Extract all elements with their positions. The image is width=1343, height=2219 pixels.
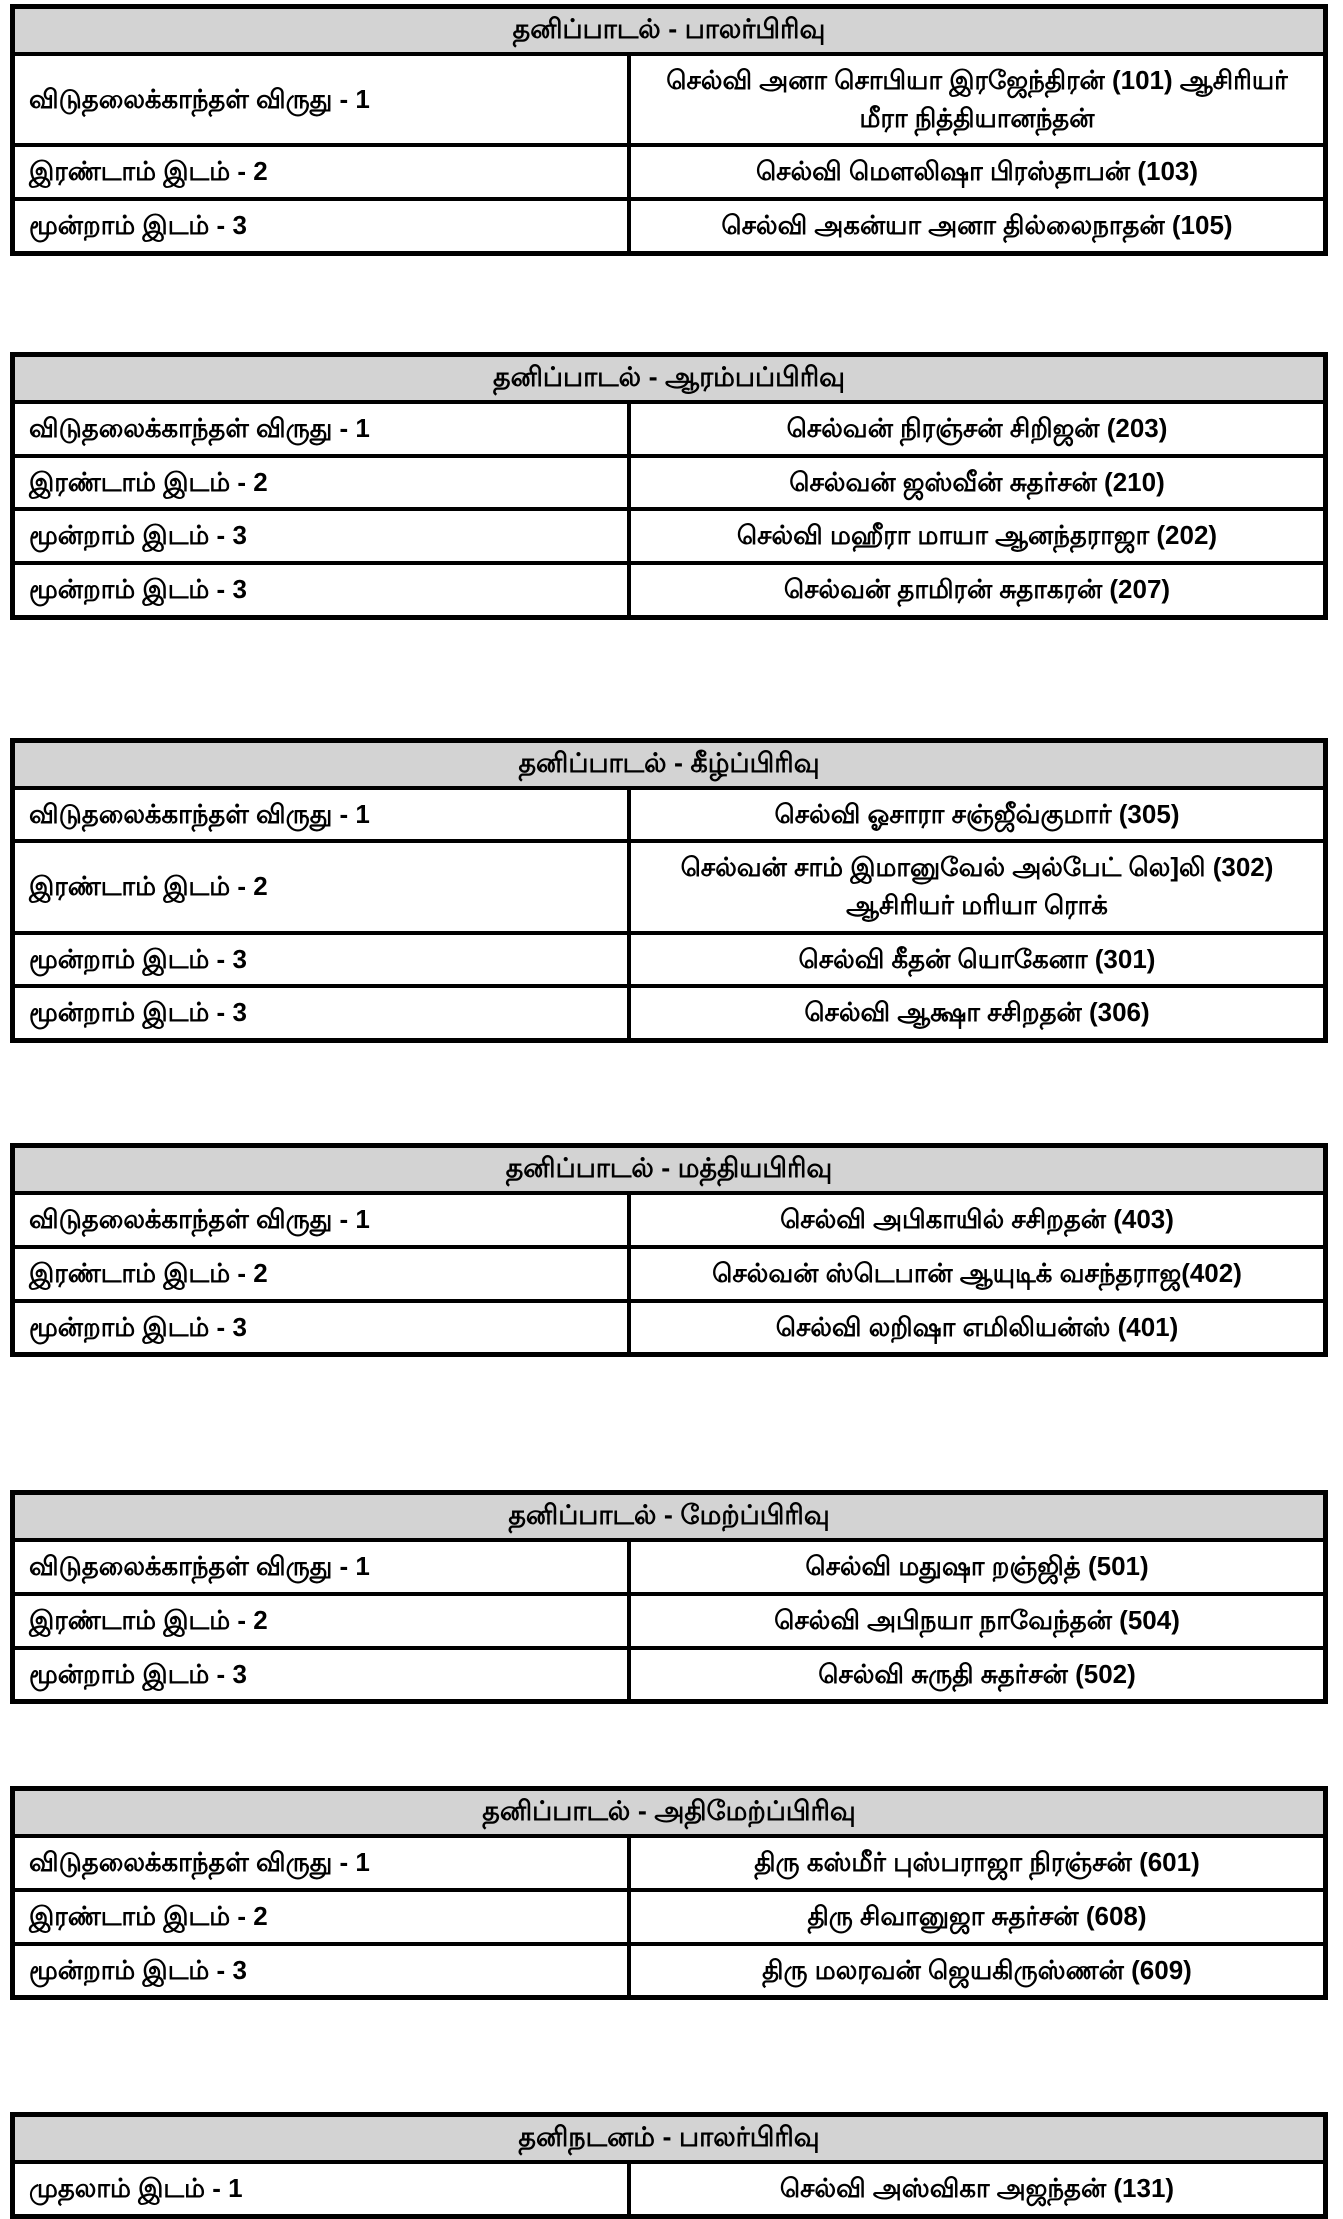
winner-cell: திரு சிவானுஜா சுதர்சன் (608) xyxy=(807,1901,1147,1932)
place-cell: இரண்டாம் இடம் - 2 xyxy=(15,458,631,508)
winner-cell: செல்வி லறிஷா எமிலியன்ஸ் (401) xyxy=(775,1311,1179,1342)
table-row xyxy=(15,507,1323,561)
table-row xyxy=(15,1542,1323,1592)
table-title: தனிப்பாடல் - மேற்ப்பிரிவு xyxy=(15,1495,1323,1542)
table-row xyxy=(15,931,1323,985)
table-row xyxy=(15,1838,1323,1888)
table-title: தனிப்பாடல் - கீழ்ப்பிரிவு xyxy=(15,743,1323,790)
winner-cell: செல்வி மெளலிஷா பிரஸ்தாபன் (103) xyxy=(755,156,1199,187)
winner-cell: செல்வி கீதன் யொகேனா (301) xyxy=(798,943,1156,974)
place-cell: மூன்றாம் இடம் - 3 xyxy=(15,511,631,561)
winner-cell: செல்வன் ஜஸ்வீன் சுதர்சன் (210) xyxy=(789,466,1165,497)
table-row xyxy=(15,1245,1323,1299)
place-cell: மூன்றாம் இடம் - 3 xyxy=(15,1650,631,1700)
winner-cell: திரு கஸ்மீர் புஸ்பராஜா நிரஞ்சன் (601) xyxy=(754,1847,1200,1878)
table-row xyxy=(15,561,1323,615)
place-cell: விடுதலைக்காந்தள் விருது - 1 xyxy=(15,56,631,143)
winner-cell: செல்வன் ஸ்டெபான் ஆயுடிக் வசந்தராஜ(402) xyxy=(712,1257,1242,1288)
results-table-solo-dance-kindergarten xyxy=(10,2112,1328,2219)
table-row xyxy=(15,1299,1323,1353)
table-title: தனிப்பாடல் - பாலர்பிரிவு xyxy=(15,9,1323,56)
place-cell: மூன்றாம் இடம் - 3 xyxy=(15,988,631,1038)
place-cell: மூன்றாம் இடம் - 3 xyxy=(15,1946,631,1996)
place-cell: இரண்டாம் இடம் - 2 xyxy=(15,1249,631,1299)
table-row xyxy=(15,1592,1323,1646)
place-cell: விடுதலைக்காந்தள் விருது - 1 xyxy=(15,404,631,454)
table-row xyxy=(15,404,1323,454)
table-row xyxy=(15,1195,1323,1245)
winner-cell: செல்வன் தாமிரன் சுதாகரன் (207) xyxy=(783,573,1171,604)
winner-cell: செல்வன் சாம் இமானுவேல் அல்பேட் லெ]லி (302) ஆசிரியர் மரியா ரொக் xyxy=(680,852,1274,921)
place-cell: விடுதலைக்காந்தள் விருது - 1 xyxy=(15,1838,631,1888)
place-cell: இரண்டாம் இடம் - 2 xyxy=(15,1596,631,1646)
winner-cell: செல்வி அகன்யா அனா தில்லைநாதன் (105) xyxy=(721,210,1233,241)
results-table-solo-song-upper xyxy=(10,1490,1328,1704)
place-cell: மூன்றாம் இடம் - 3 xyxy=(15,565,631,615)
winner-cell: செல்வி மதுஷா றஞ்ஜித் (501) xyxy=(805,1551,1149,1582)
table-title: தனிப்பாடல் - அதிமேற்ப்பிரிவு xyxy=(15,1791,1323,1838)
table-title: தனிநடனம் - பாலர்பிரிவு xyxy=(15,2117,1323,2164)
place-cell: விடுதலைக்காந்தள் விருது - 1 xyxy=(15,790,631,840)
table-row xyxy=(15,790,1323,840)
results-table-solo-song-primary xyxy=(10,352,1328,620)
winner-cell: செல்வி அபிநயா நாவேந்தன் (504) xyxy=(774,1604,1180,1635)
winner-cell: செல்வி ஆக்ஷா சசிறதன் (306) xyxy=(804,997,1150,1028)
results-document xyxy=(0,4,1343,2204)
table-title: தனிப்பாடல் - மத்தியபிரிவு xyxy=(15,1148,1323,1195)
winner-cell: திரு மலரவன் ஜெயகிருஸ்ணன் (609) xyxy=(762,1954,1192,1985)
table-row xyxy=(15,197,1323,251)
table-row xyxy=(15,839,1323,930)
results-table-solo-song-middle xyxy=(10,1143,1328,1357)
table-row xyxy=(15,2164,1323,2214)
place-cell: இரண்டாம் இடம் - 2 xyxy=(15,147,631,197)
place-cell: மூன்றாம் இடம் - 3 xyxy=(15,935,631,985)
winner-cell: செல்வி மஹீரா மாயா ஆனந்தராஜா (202) xyxy=(736,520,1218,551)
winner-cell: செல்வன் நிரஞ்சன் சிறிஜன் (203) xyxy=(786,412,1168,443)
place-cell: இரண்டாம் இடம் - 2 xyxy=(15,1892,631,1942)
winner-cell: செல்வி ஓசாரா சஞ்ஜீவ்குமார் (305) xyxy=(774,798,1180,829)
table-row xyxy=(15,454,1323,508)
table-title: தனிப்பாடல் - ஆரம்பப்பிரிவு xyxy=(15,357,1323,404)
table-row xyxy=(15,56,1323,143)
place-cell: இரண்டாம் இடம் - 2 xyxy=(15,843,631,930)
place-cell: விடுதலைக்காந்தள் விருது - 1 xyxy=(15,1195,631,1245)
results-table-solo-song-lower xyxy=(10,738,1328,1043)
winner-cell: செல்வி அபிகாயில் சசிறதன் (403) xyxy=(780,1204,1174,1235)
place-cell: மூன்றாம் இடம் - 3 xyxy=(15,201,631,251)
place-cell: முதலாம் இடம் - 1 xyxy=(15,2164,631,2214)
winner-cell: செல்வி சுருதி சுதர்சன் (502) xyxy=(818,1658,1136,1689)
place-cell: மூன்றாம் இடம் - 3 xyxy=(15,1303,631,1353)
table-row xyxy=(15,1942,1323,1996)
results-table-solo-song-kindergarten xyxy=(10,4,1328,256)
table-row xyxy=(15,984,1323,1038)
table-row xyxy=(15,1646,1323,1700)
table-row xyxy=(15,1888,1323,1942)
table-row xyxy=(15,143,1323,197)
place-cell: விடுதலைக்காந்தள் விருது - 1 xyxy=(15,1542,631,1592)
winner-cell: செல்வி அஸ்விகா அஜந்தன் (131) xyxy=(779,2173,1175,2204)
results-table-solo-song-senior xyxy=(10,1786,1328,2000)
winner-cell: செல்வி அனா சொபியா இரஜேந்திரன் (101) ஆசிரியர் மீரா நித்தியானந்தன் xyxy=(666,65,1288,133)
